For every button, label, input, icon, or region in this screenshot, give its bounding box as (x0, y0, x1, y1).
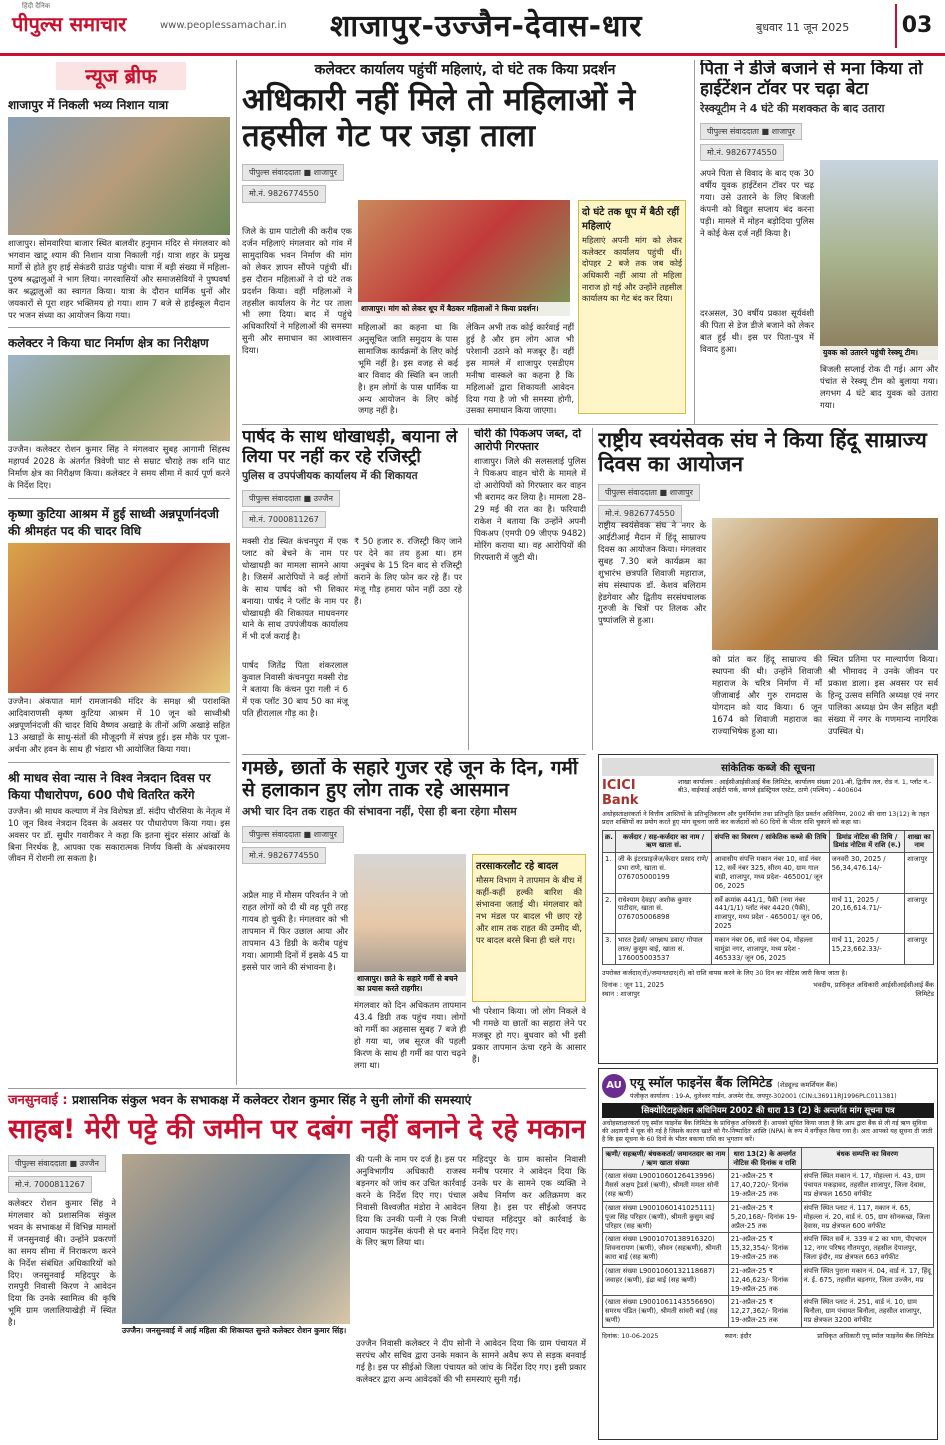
au-date: दिनांक: 10-06-2025 (602, 1331, 659, 1340)
lead-headline[interactable]: अधिकारी नहीं मिले तो महिलाओं ने तहसील गेट पर जड़ा ताला (242, 82, 636, 154)
umbrella-photo (354, 854, 466, 996)
heat-story (242, 758, 586, 1084)
table-cell: 1. (603, 853, 616, 893)
lead-byline: पीपुल्स संवाददाता ■ शाजापुर (242, 164, 344, 181)
heat-byline: पीपुल्स संवाददाता ■ शाजापुर (242, 826, 344, 843)
column-divider (592, 428, 593, 750)
icici-col-header: संपत्ति का विवरण / सांकेतिक कब्जे की तिथि (712, 830, 829, 853)
jansunwai-body-3: महिदपुर के ग्राम कासोन निवासी मनीष परमार ने आवेदन दिया कि उनके घर के सामने एक व्यक्ति ने अवैध निर्माण कर अतिक्रमण कर लिया है। इस पर सीईओ जनपद पंचायत महिदपुर को कार्रवाई के निर्देश दिए गए। (472, 1154, 586, 1236)
brief-item1-title[interactable]: शाजापुर में निकली भव्य निशान यात्रा (8, 98, 169, 112)
table-cell: जी के इंटरप्राइजेज/केदार प्रसाद राणे/प्रभा राणे, खाता सं. 076705000199 (615, 853, 712, 893)
heat-body-1: अप्रैल माह में मौसम परिवर्तन ने जो राहत लोगों को दी थी वह पूरी तरह गायब हो चुकी है। मंगलवार को भी तापमान में फिर उछाल आया और तापमान 43 डिग्री के करीब पहुंच गया। आगामी दिनों में इसके 45 या इससे पार जाने की संभावना है। (242, 890, 348, 972)
tower-photo-caption: युवक को उतारने पहुंची रेस्क्यू टीम। (820, 346, 938, 360)
au-bank-notice (598, 1068, 938, 1440)
issue-date: बुधवार 11 जून 2025 (756, 21, 850, 34)
au-col-header: धारा 13(2) के अन्तर्गत नोटिस की दिनांक व राशि (728, 1147, 801, 1170)
fraud-subhead: पुलिस व उपपंजीयक कार्यालय में की शिकायत (242, 470, 418, 483)
tower-mobile: मो.नं. 9826774550 (700, 144, 784, 161)
lead-sidebar-title: दो घंटे तक धूप में बैठी रहीं महिलाएं (582, 207, 680, 232)
protest-photo (358, 200, 570, 316)
table-row (603, 1170, 934, 1201)
jansunwai-body-2: की पत्नी के नाम पर दर्ज है। इस पर अनुविभागीय अधिकारी राजस्व बड़नगर को जांच कर उचित कार्रवाई करने के निर्देश दिए गए। पंचाल निवासी विश्वजीत मंडोरा ने आवेदन दिया कि उनकी पत्नी ने एक निजी आयाम फाइनेंस कंपनी से घर बनाने के लिए ऋण लिया था। (356, 1154, 466, 1248)
jansunwai-byline: पीपुल्स संवाददाता ■ उज्जैन (8, 1155, 106, 1172)
divider (8, 327, 230, 328)
table-cell: 3. (603, 933, 616, 964)
icici-footer: उपरोक्त कर्जदार(रों)/जमानतदार(रों) को राशि वापस करने के लिए 30 दिन का नोटिस जारी किया जाता है। (602, 969, 848, 978)
rss-body-2: को प्रांत कर हिंदू साम्राज्य की स्थापना की थी। उन्होंने शिवाजी महाराज के चरित्र निर्माण में माँ जीजाबाई और गुरु रामदास के योगदान को याद किया। 6 जून 1674 को शिवाजी महाराज का राज्याभिषेक हुआ था। (712, 654, 822, 736)
section-title: शाजापुर-उज्जैन-देवास-धार (330, 9, 643, 44)
table-cell: संपत्ति स्थित प्लाट नं. 251, वार्ड नं. 10, ग्राम बिनौला, ग्राम पंचायत बिनौला, तहसील शाजापुर, मप्र क्षेत्रफल 3200 वर्गफीट (801, 1296, 933, 1327)
newspaper-logo: पीपुल्स समाचार (12, 12, 127, 36)
au-table (602, 1147, 934, 1328)
table-cell: मार्च 11, 2025 / 15,23,662.33/- (829, 933, 905, 964)
table-row (603, 1233, 934, 1264)
icici-table (602, 830, 934, 966)
table-cell: शाजापुर (905, 853, 934, 893)
table-row (603, 893, 934, 933)
au-bank-name: एयू स्मॉल फाइनेंस बैंक लिमिटेड (630, 1075, 773, 1090)
tower-body-1: अपने पिता से विवाद के बाद एक 30 वर्षीय युवक हाईटेंशन टॉवर पर चढ़ गया। उसे उतारने के लिए बिजली कंपनी को विद्युत सप्लाय बंद करना पड़ी। मामले में मोहन बड़ोदिया पुलिस ने कोई केस दर्ज नहीं किया है। (700, 168, 814, 238)
icici-bank-name: ICICI Bank (602, 778, 639, 808)
table-cell: संपत्ति स्थित पुराना मकान नं. 04, वार्ड नं. 17, हिंदू नं. ई. 675, तहसील बड़नगर, जिला उज्जैन, मप्र (801, 1264, 933, 1295)
jansunwai-headline[interactable]: साहब! मेरी पट्टे की जमीन पर दबंग नहीं बनाने दे रहे मकान (8, 1114, 586, 1145)
nishan-yatra-photo (8, 117, 230, 235)
table-cell: मार्च 11, 2025 / 20,16,614.71/- (829, 893, 905, 933)
ghat-inspection-photo (8, 355, 230, 441)
lead-body-1: जिले के ग्राम पाटोली की करीब एक दर्जन महिलाएं मंगलवार को गांव में सामुदायिक भवन निर्माण की मांग को लेकर ज्ञापन सौंपने पहुंची थीं। इस दौरान महिलाओं ने दो घंटे तक प्रदर्शन किया। वहीं महिलाओं ने तहसील कार्यालय के गेट पर ताला भी लगा दिया। बाद में पहुंचे अधिकारियों ने महिलाओं की समस्या सुनी और समाधान का आश्वासन दिया। (242, 226, 352, 356)
divider (8, 498, 230, 499)
rss-body-3: स्थित प्रतिमा पर माल्यार्पण किया। श्री भीमावद ने उनके जीवन पर प्रकाश डाला। इस अवसर पर सर्व हिन्दू उत्सव समिति अध्यक्ष एवं नगर पालिका अध्यक्ष प्रेम जैन सहित बड़ी संख्या में नगर के गणमान्य नागरिक उपस्थित थे। (828, 654, 938, 736)
ashram-photo (8, 543, 230, 693)
heat-sidebar-box (472, 854, 586, 1002)
logo-tagline: हिंदी दैनिक (22, 2, 51, 10)
table-cell: संपत्ति स्थित मकान नं. 17, मोहल्ला नं. 43, ग्राम पंचायत मकड़ावद, तहसील शाजापुर, जिला देवास, मप्र क्षेत्रफल 1650 वर्गफीट (801, 1170, 933, 1201)
column-divider (468, 428, 469, 750)
jansunwai-story (8, 1114, 586, 1440)
lead-body-2: महिलाओं का कहना था कि अनुसूचित जाति समुदाय के पास सामाजिक कार्यक्रमों के लिए कोई भूमि नहीं है। इस वजह से कई बार विवाद की स्थिति बन जाती है। हम लोगों के पास धार्मिक या अन्य आयोजन के लिए कोई जगह नहीं है। (358, 322, 458, 416)
table-row (603, 933, 934, 964)
table-cell: राधेश्याम देवड़ा/ अशोक कुमार पाटीदार, खाता सं. 076705006898 (615, 893, 712, 933)
au-bank-address: पंजीकृत कार्यालय : 19-A, धुलेश्वर गार्डन, अजमेर रोड, जयपुर-302001 (CIN:L36911RJ1996PLC011381) (630, 1093, 897, 1100)
tower-story (700, 60, 938, 422)
rss-body-1: राष्ट्रीय स्वयंसेवक संघ ने नगर के आईटीआई मैदान में हिंदू साम्राज्य दिवस का आयोजन किया। मंगलवार सुबह 7.30 बजे कार्यक्रम का शुभारंभ छत्रपति शिवाजी महाराज, संघ संस्थापक डॉ. केशव बलिराम हेडगेवार और द्वितीय सरसंघचालक गुरुजी के चित्रों पर तिलक और पुष्पांजलि से हुआ। (598, 520, 706, 626)
table-cell: संपत्ति स्थित प्लाट नं. 117, मकान नं. 65, मोहल्ला नं. 20, वार्ड नं. 05, ग्राम सोनकच्छ, जिला देवास, मप्र क्षेत्रफल 600 वर्गफीट (801, 1201, 933, 1232)
table-cell: संपत्ति स्थित सर्वे नं. 339 व 2 का भाग, पीएचएन 12, नगर परिषद गौतमपुरा, तहसील देपालपुर, जिला इंदौर, मप्र क्षेत्रफल 663 वर्गफीट (801, 1233, 933, 1264)
heat-mobile: मो.नं. 9826774550 (242, 847, 326, 864)
tower-byline: पीपुल्स संवाददाता ■ शाजापुर (700, 123, 802, 140)
jansunwai-kicker: प्रशासनिक संकुल भवन के सभाकक्ष में कलेक्टर रोशन कुमार सिंह ने सुनी लोगों की समस्याएं (72, 1093, 472, 1107)
section-divider (8, 1088, 586, 1089)
rss-byline: पीपुल्स संवाददाता ■ शाजापुर (598, 484, 700, 501)
lead-story (242, 60, 688, 420)
protest-photo-caption: शाजापुर। मांग को लेकर धूप में बैठकर महिलाओं ने किया प्रदर्शन। (358, 302, 570, 316)
lead-sidebar-box (578, 200, 686, 414)
au-col-header: ऋणी/ सहऋणी/ बंधककर्ता/ जमानतदार का नाम / ऋण खाता संख्या (603, 1147, 729, 1170)
table-cell: (खाता संख्या L9001060132118687) जवाहर (ऋणी), इंद्रा बाई (सह ऋणी) (603, 1264, 729, 1295)
rss-event-photo (712, 518, 938, 650)
heat-sidebar-title: तरसाकरलौट रहे बादल (476, 861, 559, 872)
table-cell: शाजापुर (905, 933, 934, 964)
section-divider (242, 424, 938, 425)
news-brief-column (8, 96, 230, 1086)
brief-item4-body: उज्जैन। श्री माधव कल्याण में नेत्र विशेषज्ञ डॉ. संदीप चौरसिया के नेतृत्व में 10 जून विश्व नेत्रदान दिवस के अवसर पर पौधारोपण किया गया। इस अवसर पर डॉ. सुधीर गवारीकर ने कहा कि इतना सुंदर संसार आंखों के बिना निरर्थक है, आपका एक सकारात्मक निर्णय किसी के अंधकारमय जीवन में रोशनी ला सकता है। (8, 805, 230, 864)
heat-sidebar-body: मौसम विभाग ने तापमान के बीच में कहीं-कहीं हल्की बारिश की संभावना जताई थी। मंगलवार को नभ मंडल पर बादल भी छाए रहे और शाम तक राहत की उम्मीद थी, पर बादल बरसे बिना ही चले गए। (476, 875, 582, 945)
table-cell: मकान नंबर 06, वार्ड नंबर 04, मोहल्ला चामुंडा नगर, शाजापुर, मध्य प्रदेश - 465333/ जून 06, 2025 (712, 933, 829, 964)
news-brief-banner: न्यूज ब्रीफ (56, 62, 186, 90)
au-place: स्थान: इंदौर (724, 1331, 752, 1340)
icici-place: स्थान : शाजापुर (602, 990, 640, 999)
heat-body-3: भी परेशान किया। जो लोग निकले वे भी गमछे या छातों का सहारा लेने पर मजबूर हो गए। बुधवार को भी इसी प्रकार तापमान ऊंचा रहने के आसार हैं। (472, 1006, 586, 1064)
table-cell: 21-अप्रैल-25 ₹ 17,40,720/- दिनांक 19-अप्रैल-25 तक (728, 1170, 801, 1201)
table-row (603, 1264, 934, 1295)
brief-item1-body: शाजापुर। सोमवारिया बाजार स्थित बालवीर हनुमान मंदिर से मंगलवार को भगवान खाटू श्याम की निशान यात्रा निकाली गई। यात्रा शहर के प्रमुख मार्गों से होते हुए हाई सेकंडरी ग्राउंड पहुंची। यात्रा में बड़ी संख्या में महिला-पुरुष श्रद्धालुओं ने भाग लिया। नगरवासियों और समाजसेवियों ने पुष्पवर्षा कर श्रद्धालुओं का स्वागत किया। यात्रा के दौरान धार्मिक धुनों और जयकारों से पूरा शहर भक्तिमय हो गया। शाम 7 बजे से हाईस्कूल मैदान पर भजन संध्या का आयोजन किया गया। (8, 238, 230, 320)
table-cell: 21-अप्रैल-25 ₹ 15,32,354/- दिनांक 19-अप्रैल-25 तक (728, 1233, 801, 1264)
jansunwai-kicker-row (8, 1090, 586, 1112)
table-row (603, 853, 934, 893)
fraud-body-2: पार्षद जितेंद्र पिता शंकरलाल कुवाल निवासी कंचनपुरा मक्सी रोड ने बताया कि कंचन पुरा गली नं 6 में एक प्लॉट 30 बाय 50 का मंजू पति हीरालाल गौड़ का है। (242, 660, 348, 718)
tower-body-2: दरअसल, 30 वर्षीय प्रकाश सूर्यवंशी की पिता से डेज डीजे बजाने को लेकर बात हुई थी। इस पर पिता-पुत्र में विवाद हुआ। (700, 308, 814, 354)
lead-body-3: लेकिन अभी तक कोई कार्रवाई नहीं हुई है और हम लोग आज भी परेशानी उठाने को मजबूर हैं। वहीं इस मामले में शाजापुर एसडीएम मनीषा वास्कले का कहना है कि महिलाओं द्वारा शिकायती आवेदन दिया गया है जो भी समस्या होगी, उसका समाधान किया जाएगा। (466, 322, 574, 416)
fraud-body-3: ₹ 50 हजार रु. रजिस्ट्री किए जाने पर देने का तय हुआ था। हम अनुबंध के 15 दिन बाद से रजिस्ट्री कराने के लिए फोन कर रहे हैं। पर मंजू गौड़ हमारा फोन नहीं उठा रहे हैं। (354, 536, 462, 606)
icici-notice-title: सांकेतिक कब्जे की सूचना (602, 758, 934, 776)
divider (8, 762, 230, 763)
tower-body-3: बिजली सप्लाई रोक दी गई। आग और पंचांत से रेस्क्यू टीम को बुलाया गया। लगभग 4 घंटे बाद युवक को उतारा गया। (820, 364, 938, 410)
jansunwai-body-1: कलेक्टर रोशन कुमार सिंह ने मंगलवार को प्रशासनिक संकुल भवन के सभाकक्ष में विभिन्न मामलों में जनसुनवाई की। उन्होंने प्रकरणों का समय सीमा में निराकरण करने के निर्देश संबंधित अधिकारियों को दिए। जनसुनवाई महिदपुर के रामपुरी निवासी किरण ने आवेदन दिया कि उनके स्वामित्व की कृषि भूमि ग्राम जलालियाखेड़ी में स्थित है। (8, 1198, 116, 1328)
table-cell: (खाता संख्या L9001070138916320) शिवनारायण (ऋणी), जीवन (सहऋणी), श्रीमती कारा बाई (सह ऋणी) (603, 1233, 729, 1264)
lead-sidebar-body: महिलाएं अपनी मांग को लेकर कलेक्टर कार्यालय पहुंची थीं। दोपहर 2 बजे तक जब कोई अधिकारी नहीं आया तो महिला नाराज हो गई और उन्होंने तहसील कार्यालय का गेट बंद कर दिया। (582, 235, 682, 304)
icici-col-header: शाखा का नाम (905, 830, 934, 853)
fraud-story (242, 428, 462, 750)
rss-headline[interactable]: राष्ट्रीय स्वयंसेवक संघ ने किया हिंदू साम्राज्य दिवस का आयोजन (598, 428, 927, 477)
table-cell: 21-अप्रैल-25 ₹ 12,46,623/- दिनांक 19-अप्रैल-25 तक (728, 1264, 801, 1295)
au-notice-title: सिक्योरिटाइजेशन अधिनियम 2002 की धारा 13 (2) के अन्तर्गत मांग सूचना पत्र (602, 1103, 934, 1118)
brief-item3-title[interactable]: कृष्णा कुटिया आश्रम में हुई साध्वी अन्नपूर्णानंदजी की श्रीमहंत पद की चादर विधि (8, 507, 219, 539)
tower-photo (820, 160, 938, 360)
icici-signature: भवदीय, प्राधिकृत अधिकारी आईसीआईसीआई बैंक लिमिटेड (813, 981, 934, 999)
column-divider (694, 60, 695, 425)
fraud-byline: पीपुल्स संवाददाता ■ उज्जैन (242, 490, 340, 507)
fraud-mobile: मो.नं. 7000811267 (242, 511, 326, 528)
lead-mobile: मो.नं. 9826774550 (242, 185, 326, 202)
column-divider (236, 60, 237, 1085)
tower-headline[interactable]: पिता ने डीजे बजाने से मना किया तो हाईटेंशन टॉवर पर चढ़ा बेटा (700, 60, 923, 99)
tower-subhead: रेस्क्यूटीम ने 4 घंटे की मशक्कत के बाद उतारा (700, 102, 885, 116)
icici-col-header: डिमांड नोटिस की तिथि / डिमांड नोटिस में राशि (रु.) (829, 830, 905, 853)
table-cell: जनवरी 30, 2025 / 56,34,476.14/- (829, 853, 905, 893)
table-cell: आवासीय संपत्ति मकान नंबर 10, वार्ड नंबर 12, सर्वे नंबर 325, सीरम 40, ग्राम गाल बाड़ी, शाजापुर, मध्य प्रदेश- 465001/ जून 06, 2025 (712, 853, 829, 893)
website-link[interactable]: www.peoplessamachar.in (160, 20, 287, 31)
table-cell: (खाता संख्या L9001060141025111) पूजा सिंह परिहार (ऋणी), श्रीमती कुसुम बाई परिहार (सह ऋणी) (603, 1201, 729, 1232)
icici-intro: अधोहस्ताक्षरकर्ता ने वित्तीय आस्तियों के प्रतिभूतिकरण और पुनर्निर्माण तथा प्रतिभूति हित प्रवर्तन अधिनियम, 2002 की धारा 13(12) के तहत प्रदत्त शक्तियों का प्रयोग करते हुए मांग सूचना जारी कर कर्जदारों को 60 दिनों के भीतर राशि चुकाने को कहा था। (602, 810, 930, 827)
chori-story (474, 428, 586, 750)
fraud-body-1: मक्सी रोड स्थित कंचनपुरा में एक प्लाट को बेचने के नाम पर धोखाधड़ी का मामला सामने आया है। जिसमें आरोपियों ने कई लोगों के साथ पार्षद को भी शिकार बनाया। पार्षद ने प्लॉट के नाम पर धोखाधड़ी की शिकायत माधवनगर थाने के साथ उपपंजीयक कार्यालय में भी दर्ज कराई है। (242, 536, 348, 642)
table-row (603, 1201, 934, 1232)
jansunwai-body-4: उज्जैन निवासी कलेक्टर ने दीप सोनी ने आवेदन दिया कि ग्राम पंचायत में सरपंच और सचिव द्वारा उनके मकान के सामने अवैध रूप से सड़क बनवाई गई है। इस पर सीईओ जिला पंचायत को जांच के निर्देश दिए गए। इसी प्रकार कलेक्टर द्वारा अन्य आवेदकों की भी समस्याएं सुनी गईं। (356, 1338, 586, 1384)
au-intro: अधोहस्ताक्षरकर्ता एयू स्मॉल फाइनेंस बैंक लिमिटेड के प्राधिकृत अधिकारी हैं। आपको सूचित किया जाता है कि आप द्वारा बैंक से ली गई ऋण सुविधा की अदायगी में चूक की गई है जिसके कारण खाते को गैर-निष्पादित आस्ति (NPA) के रूप में वर्गीकृत किया गया है। अतः आपको यह सूचना दी जाती है कि इस सूचना के 60 दिनों के भीतर बकाया राशि का भुगतान करें। (602, 1120, 933, 1143)
section-divider (242, 754, 586, 755)
icici-bank-address: शाखा कार्यालय : आईसीआईसीआई बैंक लिमिटेड, कार्यालय संख्या 201-बी, द्वितीय तल, रोड नं. 1, प्लॉट नं.-बी3, वाईफाई आईटी पार्क, वागले इंडस्ट्रियल एस्टेट, ठाणे (पश्चिम) - 400604 (678, 778, 932, 794)
table-cell: 21-अप्रैल-25 ₹ 12,27,362/- दिनांक 19-अप्रैल-25 तक (728, 1296, 801, 1327)
chori-headline[interactable]: चोरी की पिकअप जब्त, दो आरोपी गिरफ्तार (474, 428, 582, 453)
brief-item2-body: उज्जैन। कलेक्टर रोशन कुमार सिंह ने मंगलवार सुबह आगामी सिंहस्थ महापर्व 2028 के अंतर्गत त्रिवेणी घाट से सम्राट चौराहे तक शनि घाट निर्माण क्षेत्र का निरीक्षण किया। कलेक्टर ने समय सीमा में कार्य पूर्ण करने के निर्देश दिए। (8, 444, 230, 491)
icici-col-header: क्र. (603, 830, 616, 853)
icici-col-header: कर्जदार / सह-कर्जदार का नाम / ऋण खाता सं. (615, 830, 712, 853)
icici-date: दिनांक : जून 11, 2025 (602, 981, 665, 990)
jansunwai-mobile: मो.नं. 7000811267 (8, 1176, 92, 1193)
au-logo-icon: AU (602, 1074, 626, 1098)
brief-item4-title[interactable]: श्री माधव सेवा न्यास ने विश्व नेत्रदान दिवस पर किया पौधारोपण, 600 पौधे वितरित करेंगे (8, 770, 211, 802)
heat-subhead: अभी चार दिन तक राहत की संभावना नहीं, ऐसा ही बना रहेगा मौसम (242, 804, 517, 818)
table-cell: (खाता संख्या L9001061143556690) समरथ पंडित (ऋणी), श्रीमती सांवरी बाई (सह ऋणी) (603, 1296, 729, 1327)
brief-item2-title[interactable]: कलेक्टर ने किया घाट निर्माण क्षेत्र का निरीक्षण (8, 336, 209, 351)
jansunwai-tag: जनसुनवाई : (8, 1093, 68, 1108)
fraud-headline[interactable]: पार्षद के साथ धोखाधड़ी, बयाना ले लिया पर नहीं कर रहे रजिस्ट्री (242, 428, 458, 467)
table-cell: सर्वे क्रमांक 441/1, पैकी (नया नंबर 441/1/1) प्लॉट नंबर 4420 (पैकी), शाजापुर, मध्य प्रदेश - 465001/ जून 06, 2025 (712, 893, 829, 933)
lead-kicker: कलेक्टर कार्यालय पहुंचीं महिलाएं, दो घंटे तक किया प्रदर्शन (314, 62, 616, 78)
table-row (603, 1296, 934, 1327)
table-cell: भारत ट्रेडर्स/ जगन्नाथ डवार/ गोपाल लाल/ कुसुम बाई, खाता सं. 176005003537 (615, 933, 712, 964)
rss-mobile: मो.नं. 9826774550 (598, 505, 682, 522)
page-number: 03 (895, 4, 937, 48)
au-col-header: बंधक सम्पत्ति का विवरण (801, 1147, 933, 1170)
heat-body-2: मंगलवार को दिन अधिकतम तापमान 43.4 डिग्री तक पहुंच गया। लोगों को गर्मी का अहसास सुबह 7 बजे ही हो गया था, जब सूरज की पहली किरण के साथ ही गर्मी का पारा चढ़ने लगा था। (354, 1000, 466, 1070)
icici-notice (598, 754, 938, 1064)
au-signature: प्राधिकृत अधिकारी एयू स्मॉल फाइनेंस बैंक लिमिटेड (817, 1331, 934, 1340)
jansunwai-photo (122, 1154, 350, 1324)
rss-story (598, 428, 938, 750)
table-cell: 21-अप्रैल-25 ₹ 5,20,168/- दिनांक 19-अप्रैल-25 तक (728, 1201, 801, 1232)
umbrella-photo-caption: शाजापुर। छाते के सहारे गर्मी से बचने का प्रयास करते राहगीर। (354, 972, 466, 996)
table-cell: (खाता संख्या L9001060126413996) मैसर्स अक्षय ट्रेडर्स (ऋणी), श्रीमती ममता सोनी (सह ऋणी) (603, 1170, 729, 1201)
table-cell: शाजापुर (905, 893, 934, 933)
jansunwai-photo-caption: उज्जैन। जनसुनवाई में आई महिला की शिकायत सुनते कलेक्टर रोशन कुमार सिंह। (122, 1326, 347, 1335)
heat-headline[interactable]: गमछे, छातों के सहारे गुजर रहे जून के दिन, गर्मी से हलाकान हुए लोग ताक रहे आसमान (242, 758, 578, 801)
brief-item3-body: उज्जैन। अंकपात मार्ग रामजानकी मंदिर के समक्ष श्री पराशक्ति आदिवाराणसी कृष्ण कुटिया आश्रम में 10 जून को साध्वीश्री अन्नपूर्णानंदजी की चादर विधि वैष्णव अखाड़े के तीनों अणि अखाड़े सहित 13 अखाड़ों के साधु-संतों की मौजूदगी में संपन्न हुई। इस मौके पर पूजा-अर्चना और हवन के साथ ही भंडारा भी आयोजित किया गया। (8, 696, 230, 754)
chori-body: शाजापुर। जिले की सलसलाई पुलिस ने पिकअप वाहन चोरी के मामले में दो आरोपियों को गिरफ्तार कर वाहन भी बरामद कर लिया है। मामला 28-29 मई की रात का है। फरियादी राकेश ने बताया कि उन्होंने अपनी पिकअप (एमपी 09 जीएफ 9482) मोरिंग कराया था। वह आरोपियों की गिरफ्तारी में जुटी थी। (474, 456, 586, 562)
masthead (0, 0, 945, 56)
au-bank-tag: (शेड्यूल्ड कमर्शियल बैंक) (777, 1081, 838, 1089)
table-cell: 2. (603, 893, 616, 933)
